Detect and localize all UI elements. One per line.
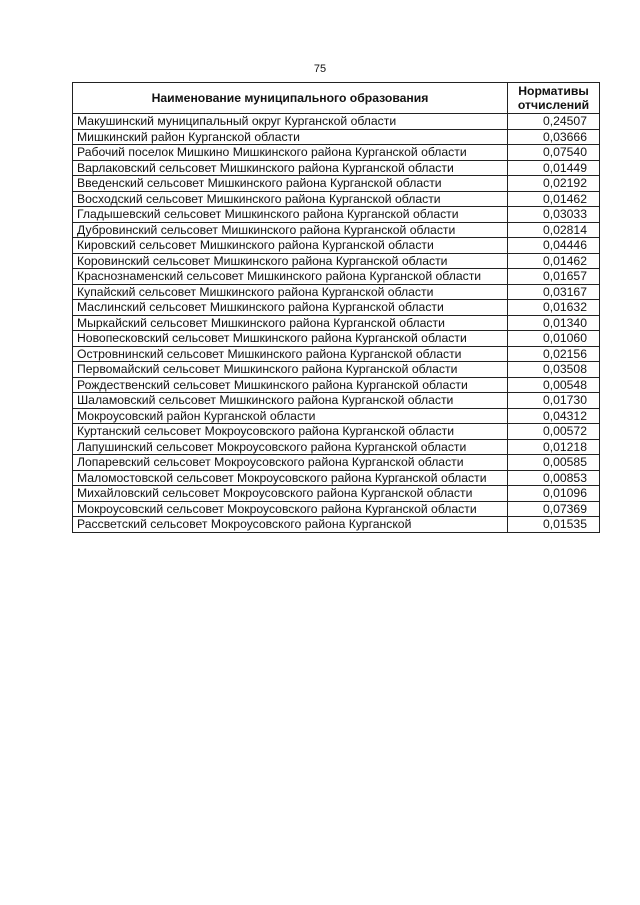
table-row	[73, 129, 600, 145]
norm-value-cell: 0,01462	[508, 253, 600, 269]
page-number: 75	[313, 63, 327, 75]
table-row	[73, 439, 600, 455]
municipality-name-cell: Лапушинский сельсовет Мокроусовского района Курганской области	[73, 439, 508, 455]
municipality-name-cell: Островнинский сельсовет Мишкинского района Курганской области	[73, 346, 508, 362]
municipality-name-cell: Лопаревский сельсовет Мокроусовского района Курганской области	[73, 455, 508, 471]
norm-value-cell: 0,01535	[508, 517, 600, 533]
table-row	[73, 269, 600, 285]
norm-value-cell: 0,01340	[508, 315, 600, 331]
norm-value-cell: 0,01462	[508, 191, 600, 207]
municipality-name-cell: Введенский сельсовет Мишкинского района Курганской области	[73, 176, 508, 192]
norm-value-cell: 0,03033	[508, 207, 600, 223]
table-row	[73, 300, 600, 316]
municipality-name-cell: Краснознаменский сельсовет Мишкинского района Курганской области	[73, 269, 508, 285]
municipality-name-cell: Маломостовской сельсовет Мокроусовского района Курганской области	[73, 470, 508, 486]
municipality-name-cell: Варлаковский сельсовет Мишкинского района Курганской области	[73, 160, 508, 176]
municipality-name-cell: Мокроусовский сельсовет Мокроусовского района Курганской области	[73, 501, 508, 517]
norm-value-cell: 0,01060	[508, 331, 600, 347]
table-row	[73, 501, 600, 517]
municipality-name-cell: Мыркайский сельсовет Мишкинского района Курганской области	[73, 315, 508, 331]
norm-value-cell: 0,01096	[508, 486, 600, 502]
norm-value-cell: 0,04312	[508, 408, 600, 424]
municipality-name-cell: Куртанский сельсовет Мокроусовского района Курганской области	[73, 424, 508, 440]
norm-value-cell: 0,01449	[508, 160, 600, 176]
municipality-name-cell: Гладышевский сельсовет Мишкинского района Курганской области	[73, 207, 508, 223]
municipality-name-cell: Новопесковский сельсовет Мишкинского района Курганской области	[73, 331, 508, 347]
norm-value-cell: 0,07540	[508, 145, 600, 161]
table-row	[73, 222, 600, 238]
norm-value-cell: 0,07369	[508, 501, 600, 517]
norm-value-cell: 0,01657	[508, 269, 600, 285]
table-row	[73, 393, 600, 409]
municipality-name-cell: Мишкинский район Курганской области	[73, 129, 508, 145]
table-row	[73, 424, 600, 440]
municipality-name-cell: Купайский сельсовет Мишкинского района Курганской области	[73, 284, 508, 300]
table-row	[73, 377, 600, 393]
table-row	[73, 160, 600, 176]
norm-value-cell: 0,04446	[508, 238, 600, 254]
municipality-name-cell: Макушинский муниципальный округ Курганской области	[73, 114, 508, 130]
norm-value-cell: 0,02814	[508, 222, 600, 238]
norm-value-cell: 0,02156	[508, 346, 600, 362]
table-row	[73, 176, 600, 192]
norm-value-cell: 0,00585	[508, 455, 600, 471]
table-row	[73, 238, 600, 254]
municipality-name-cell: Рождественский сельсовет Мишкинского района Курганской области	[73, 377, 508, 393]
table-row	[73, 362, 600, 378]
municipality-name-cell: Маслинский сельсовет Мишкинского района Курганской области	[73, 300, 508, 316]
table-body	[73, 114, 600, 533]
municipality-name-cell: Шаламовский сельсовет Мишкинского района Курганской области	[73, 393, 508, 409]
table-row	[73, 486, 600, 502]
table-row	[73, 315, 600, 331]
table-row	[73, 253, 600, 269]
norm-value-cell: 0,00853	[508, 470, 600, 486]
norm-value-cell: 0,01632	[508, 300, 600, 316]
table-row	[73, 346, 600, 362]
municipality-name-cell: Восходский сельсовет Мишкинского района Курганской области	[73, 191, 508, 207]
norm-value-cell: 0,03666	[508, 129, 600, 145]
norm-value-cell: 0,03167	[508, 284, 600, 300]
municipality-name-cell: Первомайский сельсовет Мишкинского района Курганской области	[73, 362, 508, 378]
column-header-value: Нормативы отчислений	[508, 83, 600, 114]
table-header-row	[73, 83, 600, 114]
municipality-name-cell: Кировский сельсовет Мишкинского района Курганской области	[73, 238, 508, 254]
municipality-name-cell: Рассветский сельсовет Мокроусовского района Курганской	[73, 517, 508, 533]
table-row	[73, 517, 600, 533]
table-row	[73, 408, 600, 424]
table-row	[73, 191, 600, 207]
municipality-name-cell: Рабочий поселок Мишкино Мишкинского района Курганской области	[73, 145, 508, 161]
column-header-name: Наименование муниципального образования	[73, 83, 508, 114]
table-row	[73, 145, 600, 161]
table-row	[73, 114, 600, 130]
table-row	[73, 470, 600, 486]
table-row	[73, 284, 600, 300]
municipality-name-cell: Коровинский сельсовет Мишкинского района Курганской области	[73, 253, 508, 269]
municipality-name-cell: Дубровинский сельсовет Мишкинского района Курганской области	[73, 222, 508, 238]
table-row	[73, 455, 600, 471]
norm-value-cell: 0,00548	[508, 377, 600, 393]
municipality-name-cell: Михайловский сельсовет Мокроусовского района Курганской области	[73, 486, 508, 502]
norm-value-cell: 0,24507	[508, 114, 600, 130]
norm-value-cell: 0,02192	[508, 176, 600, 192]
norm-value-cell: 0,01218	[508, 439, 600, 455]
norm-value-cell: 0,00572	[508, 424, 600, 440]
norm-value-cell: 0,01730	[508, 393, 600, 409]
table-row	[73, 331, 600, 347]
table-row	[73, 207, 600, 223]
municipality-name-cell: Мокроусовский район Курганской области	[73, 408, 508, 424]
norm-value-cell: 0,03508	[508, 362, 600, 378]
norms-table	[72, 82, 600, 533]
